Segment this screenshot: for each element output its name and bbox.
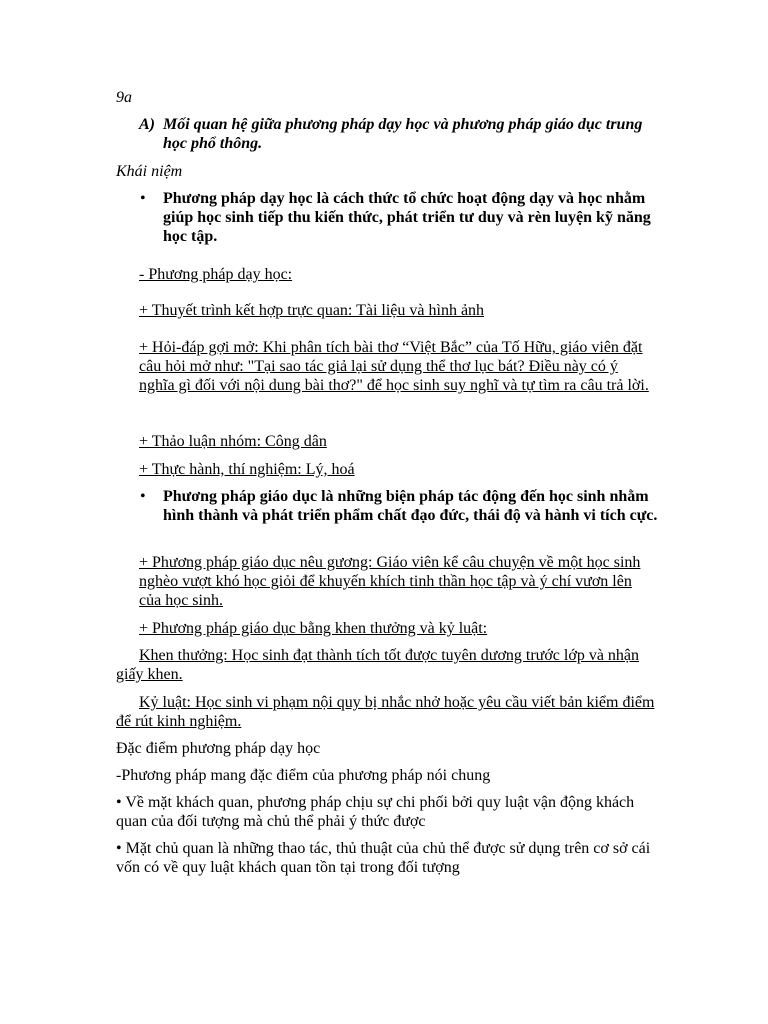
bullet-item-education [139, 487, 659, 525]
bullet-text: Phương pháp dạy học là cách thức tổ chức hoạt động dạy và học nhằm giúp học sinh tiếp thu kiến thức, phát triển tư duy và rèn luyện kỹ năng học tập. [163, 190, 651, 245]
method-item: + Hỏi-đáp gợi mở: Khi phân tích bài thơ “Việt Bắc” của Tố Hữu, giáo viên đặt câu hỏi mở như: "Tại sao tác giả lại sử dụng thể thơ lục bát? Điều này có ý nghĩa gì đối với nội dung bài thơ?" để học sinh suy nghĩ và tự tìm ra câu trả lời. [139, 339, 649, 394]
section-number: 9a [116, 89, 132, 106]
bullet-text: Phương pháp giáo dục là những biện pháp tác động đến học sinh nhằm hình thành và phát triển phẩm chất đạo đức, thái độ và hành vi tích cực. [163, 488, 658, 524]
heading-marker: A) [139, 116, 155, 133]
bullet-dot: • [140, 488, 146, 505]
feature-item: • Mặt chủ quan là những thao tác, thủ thuật của chủ thể được sử dụng trên cơ sở cái vốn có về quy luật khách quan tồn tại trong đối tượng [116, 840, 651, 876]
bullet-dot: • [140, 190, 146, 207]
reward-paragraph: Khen thưởng: Học sinh đạt thành tích tốt được tuyên dương trước lớp và nhận giấy khen. [116, 647, 640, 683]
discipline-paragraph: Kỷ luật: Học sinh vi phạm nội quy bị nhắc nhở hoặc yêu cầu viết bản kiểm điểm để rút kinh nghiệm. [116, 694, 655, 730]
bullet-item-teaching [139, 189, 659, 246]
feature-item: • Về mặt khách quan, phương pháp chịu sự chi phối bởi quy luật vận động khách quan của đối tượng mà chủ thể phải ý thức được [116, 794, 635, 830]
teaching-methods-label: - Phương pháp dạy học: [139, 266, 293, 283]
heading-text: Mối quan hệ giữa phương pháp dạy học và phương pháp giáo dục trung học phổ thông. [163, 116, 643, 152]
education-method-item: + Phương pháp giáo dục nêu gương: Giáo viên kể câu chuyện về một học sinh nghèo vượt khó học giỏi để khuyến khích tinh thần học tập và ý chí vươn lên của học sinh. [139, 554, 641, 609]
features-heading: Đặc điểm phương pháp dạy học [116, 740, 321, 757]
features-intro: -Phương pháp mang đặc điểm của phương pháp nói chung [116, 767, 491, 784]
education-method-item: + Phương pháp giáo dục bằng khen thưởng và kỷ luật: [139, 620, 488, 637]
method-item: + Thuyết trình kết hợp trực quan: Tài liệu và hình ảnh [139, 302, 485, 319]
method-item: + Thực hành, thí nghiệm: Lý, hoá [139, 461, 355, 478]
section-heading [139, 115, 659, 153]
concept-label: Khái niệm [116, 163, 183, 180]
method-item: + Thảo luận nhóm: Công dân [139, 433, 327, 450]
